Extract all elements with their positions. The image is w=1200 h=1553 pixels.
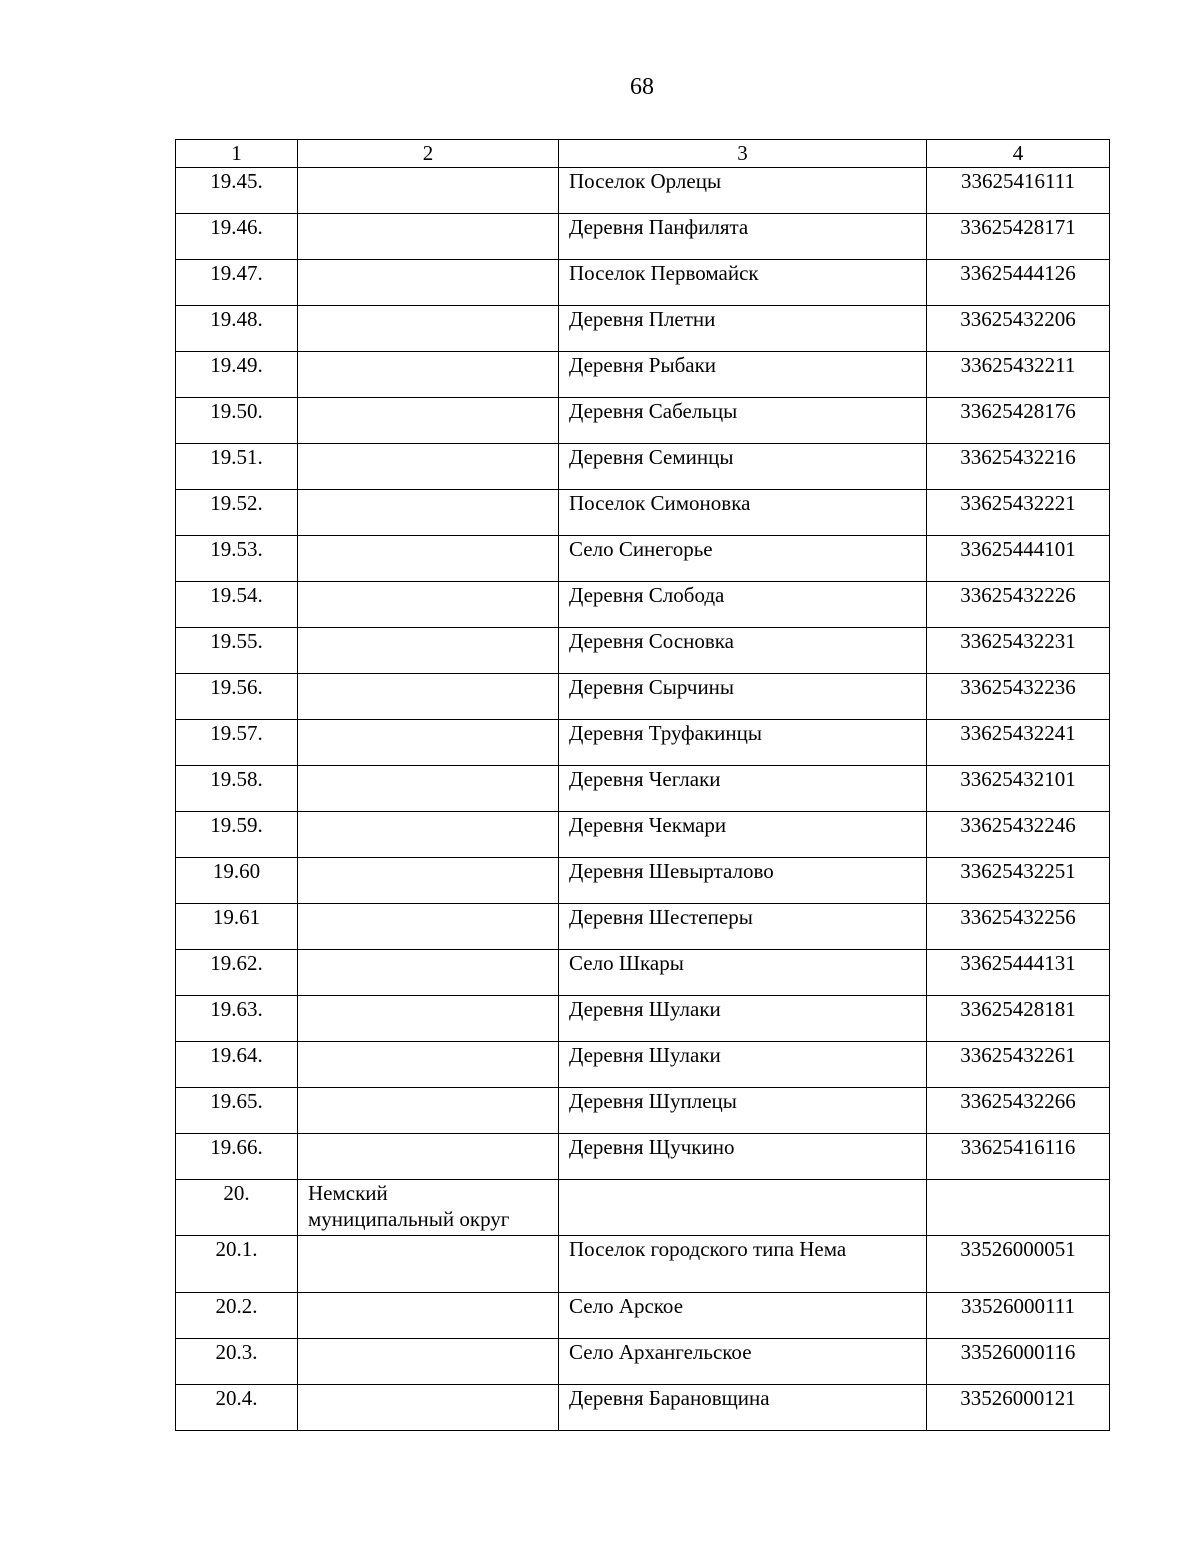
- settlement-name: Поселок Симоновка: [559, 490, 927, 536]
- oktmo-code: 33625428181: [927, 996, 1110, 1042]
- district-cell: [298, 1339, 559, 1385]
- settlement-name: Деревня Шуплецы: [559, 1088, 927, 1134]
- district-cell: [298, 168, 559, 214]
- row-number: 19.57.: [176, 720, 298, 766]
- table-row: [176, 904, 1110, 950]
- table-row: [176, 352, 1110, 398]
- district-cell: [298, 674, 559, 720]
- oktmo-code: 33625432256: [927, 904, 1110, 950]
- row-number: 19.46.: [176, 214, 298, 260]
- table-row-district: [176, 1180, 1110, 1236]
- district-name-line-2: муниципальный округ: [308, 1207, 510, 1231]
- district-cell: [298, 1180, 559, 1236]
- settlement-name: [559, 1180, 927, 1236]
- oktmo-code: 33526000111: [927, 1293, 1110, 1339]
- oktmo-code: 33625416116: [927, 1134, 1110, 1180]
- row-number: 19.45.: [176, 168, 298, 214]
- table-row: [176, 582, 1110, 628]
- district-cell: [298, 904, 559, 950]
- table-row: [176, 490, 1110, 536]
- oktmo-code: 33625432226: [927, 582, 1110, 628]
- column-header-1: 1: [176, 140, 298, 168]
- settlements-table: [175, 139, 1110, 1431]
- column-header-2: 2: [298, 140, 559, 168]
- table-row: [176, 536, 1110, 582]
- settlement-name: Поселок Орлецы: [559, 168, 927, 214]
- oktmo-code: 33625444101: [927, 536, 1110, 582]
- column-header-4: 4: [927, 140, 1110, 168]
- row-number: 20.: [176, 1180, 298, 1236]
- oktmo-code: 33625432261: [927, 1042, 1110, 1088]
- oktmo-code: 33625416111: [927, 168, 1110, 214]
- district-cell: [298, 490, 559, 536]
- table-row: [176, 858, 1110, 904]
- row-number: 19.59.: [176, 812, 298, 858]
- oktmo-code: 33625444131: [927, 950, 1110, 996]
- table-row: [176, 168, 1110, 214]
- settlement-name: Село Арское: [559, 1293, 927, 1339]
- row-number: 20.2.: [176, 1293, 298, 1339]
- district-cell: [298, 444, 559, 490]
- settlement-name: Село Архангельское: [559, 1339, 927, 1385]
- table-row: [176, 1293, 1110, 1339]
- settlement-name: Деревня Панфилята: [559, 214, 927, 260]
- settlement-name: Поселок городского типа Нема: [559, 1236, 927, 1293]
- district-cell: [298, 260, 559, 306]
- settlement-name: Деревня Шевырталово: [559, 858, 927, 904]
- settlement-name: Поселок Первомайск: [559, 260, 927, 306]
- district-cell: [298, 1042, 559, 1088]
- settlement-name: Деревня Барановщина: [559, 1385, 927, 1431]
- oktmo-code: 33526000121: [927, 1385, 1110, 1431]
- district-cell: [298, 582, 559, 628]
- column-header-3: 3: [559, 140, 927, 168]
- table-row: [176, 1134, 1110, 1180]
- table-row: [176, 996, 1110, 1042]
- district-cell: [298, 398, 559, 444]
- row-number: 19.51.: [176, 444, 298, 490]
- district-cell: [298, 766, 559, 812]
- settlement-name: Деревня Семинцы: [559, 444, 927, 490]
- oktmo-code: 33526000116: [927, 1339, 1110, 1385]
- oktmo-code: 33625432251: [927, 858, 1110, 904]
- district-cell: [298, 812, 559, 858]
- settlement-name: Деревня Рыбаки: [559, 352, 927, 398]
- district-cell: [298, 720, 559, 766]
- row-number: 19.58.: [176, 766, 298, 812]
- oktmo-code: 33625432216: [927, 444, 1110, 490]
- oktmo-code: 33625432231: [927, 628, 1110, 674]
- district-cell: [298, 1385, 559, 1431]
- district-cell: [298, 306, 559, 352]
- row-number: 19.63.: [176, 996, 298, 1042]
- district-cell: [298, 536, 559, 582]
- oktmo-code: 33526000051: [927, 1236, 1110, 1293]
- district-name-line-1: Немский: [308, 1181, 388, 1205]
- settlement-name: Деревня Сосновка: [559, 628, 927, 674]
- settlement-name: Деревня Сырчины: [559, 674, 927, 720]
- oktmo-code: 33625428176: [927, 398, 1110, 444]
- oktmo-code: 33625432241: [927, 720, 1110, 766]
- table-row: [176, 950, 1110, 996]
- oktmo-code: 33625432266: [927, 1088, 1110, 1134]
- settlement-name: Деревня Шулаки: [559, 1042, 927, 1088]
- table-row: [176, 628, 1110, 674]
- table-row: [176, 812, 1110, 858]
- row-number: 19.48.: [176, 306, 298, 352]
- table-row: [176, 1385, 1110, 1431]
- oktmo-code: 33625432211: [927, 352, 1110, 398]
- table-row: [176, 674, 1110, 720]
- row-number: 19.55.: [176, 628, 298, 674]
- table-row: [176, 766, 1110, 812]
- row-number: 19.52.: [176, 490, 298, 536]
- district-cell: [298, 1236, 559, 1293]
- settlement-name: Село Синегорье: [559, 536, 927, 582]
- table-row: [176, 720, 1110, 766]
- district-cell: [298, 996, 559, 1042]
- settlement-name: Деревня Шулаки: [559, 996, 927, 1042]
- oktmo-code: 33625428171: [927, 214, 1110, 260]
- row-number: 19.50.: [176, 398, 298, 444]
- settlement-name: Село Шкары: [559, 950, 927, 996]
- table-row: [176, 1042, 1110, 1088]
- row-number: 19.61: [176, 904, 298, 950]
- district-cell: [298, 858, 559, 904]
- row-number: 19.49.: [176, 352, 298, 398]
- row-number: 19.64.: [176, 1042, 298, 1088]
- oktmo-code: 33625432206: [927, 306, 1110, 352]
- district-cell: [298, 1134, 559, 1180]
- table-header-row: [176, 140, 1110, 168]
- table-row: [176, 398, 1110, 444]
- settlement-name: Деревня Шестеперы: [559, 904, 927, 950]
- district-cell: [298, 1088, 559, 1134]
- row-number: 20.4.: [176, 1385, 298, 1431]
- oktmo-code: 33625444126: [927, 260, 1110, 306]
- row-number: 19.62.: [176, 950, 298, 996]
- settlement-name: Деревня Слобода: [559, 582, 927, 628]
- row-number: 19.47.: [176, 260, 298, 306]
- table-row: [176, 306, 1110, 352]
- district-cell: [298, 352, 559, 398]
- settlement-name: Деревня Щучкино: [559, 1134, 927, 1180]
- table-row: [176, 214, 1110, 260]
- district-cell: [298, 628, 559, 674]
- settlement-name: Деревня Сабельцы: [559, 398, 927, 444]
- row-number: 19.60: [176, 858, 298, 904]
- table-row: [176, 1339, 1110, 1385]
- settlement-name: Деревня Труфакинцы: [559, 720, 927, 766]
- oktmo-code: 33625432246: [927, 812, 1110, 858]
- oktmo-code: 33625432101: [927, 766, 1110, 812]
- table-row: [176, 1088, 1110, 1134]
- table-row: [176, 444, 1110, 490]
- settlement-name: Деревня Чеглаки: [559, 766, 927, 812]
- row-number: 19.66.: [176, 1134, 298, 1180]
- row-number: 20.3.: [176, 1339, 298, 1385]
- row-number: 20.1.: [176, 1236, 298, 1293]
- settlement-name: Деревня Плетни: [559, 306, 927, 352]
- oktmo-code: [927, 1180, 1110, 1236]
- table-row: [176, 1236, 1110, 1293]
- district-cell: [298, 214, 559, 260]
- settlement-name: Деревня Чекмари: [559, 812, 927, 858]
- district-cell: [298, 950, 559, 996]
- row-number: 19.54.: [176, 582, 298, 628]
- oktmo-code: 33625432221: [927, 490, 1110, 536]
- oktmo-code: 33625432236: [927, 674, 1110, 720]
- row-number: 19.65.: [176, 1088, 298, 1134]
- page-number: 68: [630, 74, 654, 100]
- row-number: 19.56.: [176, 674, 298, 720]
- row-number: 19.53.: [176, 536, 298, 582]
- district-cell: [298, 1293, 559, 1339]
- table-row: [176, 260, 1110, 306]
